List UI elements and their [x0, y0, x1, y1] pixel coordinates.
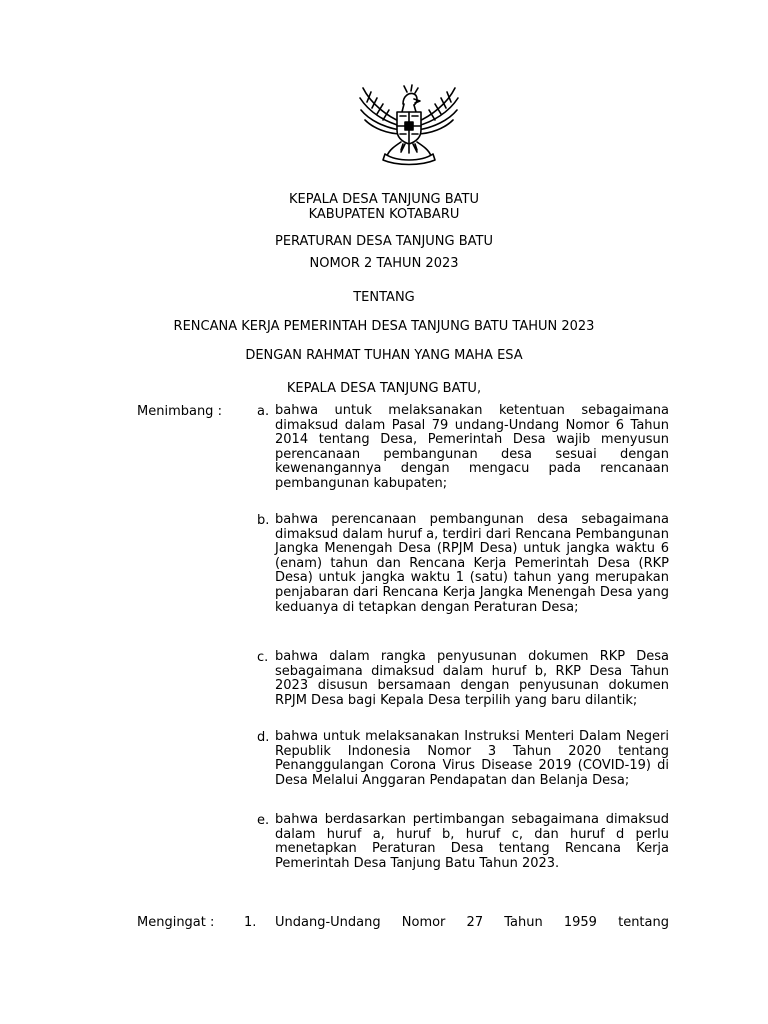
menimbang-item-b: bahwa perencanaan pembangunan desa sebagaimana dimaksud dalam huruf a, terdiri dari Rencana Pembangunan Jangka Menengah Desa (RPJM Desa) untuk jangka waktu 6 (enam) tahun dan Rencana Kerja Pemerintah Desa (RKP Desa) untuk jangka waktu 1 (satu) tahun yang merupakan penjabaran dari Rencana Kerja Jangka Menengah Desa yang keduanya di tetapkan dengan Peraturan Desa;: [275, 512, 669, 615]
tentang-label: TENTANG: [353, 290, 415, 305]
regulation-title: PERATURAN DESA TANJUNG BATU: [275, 234, 493, 249]
issuer-line: KEPALA DESA TANJUNG BATU,: [286, 381, 482, 396]
mengingat-marker-1: 1.: [244, 915, 257, 930]
regulation-number: NOMOR 2 TAHUN 2023: [309, 256, 459, 271]
menimbang-label: Menimbang :: [137, 404, 222, 419]
preamble-line: DENGAN RAHMAT TUHAN YANG MAHA ESA: [245, 348, 523, 363]
title-line-2: KABUPATEN KOTABARU: [308, 207, 460, 222]
menimbang-item-a: bahwa untuk melaksanakan ketentuan sebagaimana dimaksud dalam Pasal 79 undang-Undang Nomor 6 Tahun 2014 tentang Desa, Pemerintah Desa wajib menyusun perencanaan pembangunan desa sesuai dengan kewenangannya dengan mengacu pada rencanaan pembangunan kabupaten;: [275, 403, 669, 491]
menimbang-item-e: bahwa berdasarkan pertimbangan sebagaimana dimaksud dalam huruf a, huruf b, huruf c, dan huruf d perlu menetapkan Peraturan Desa tentang Rencana Kerja Pemerintah Desa Tanjung Batu Tahun 2023.: [275, 812, 669, 871]
menimbang-marker-d: d.: [257, 730, 270, 745]
menimbang-marker-c: c.: [257, 650, 269, 665]
garuda-emblem: [357, 82, 461, 166]
title-line-1: KEPALA DESA TANJUNG BATU: [288, 192, 480, 207]
menimbang-marker-b: b.: [257, 513, 270, 528]
menimbang-marker-e: e.: [257, 813, 270, 828]
menimbang-item-c: bahwa dalam rangka penyusunan dokumen RKP Desa sebagaimana dimaksud dalam huruf b, RKP Desa Tahun 2023 disusun bersamaan dengan penyusunan dokumen RPJM Desa bagi Kepala Desa terpilih yang baru dilantik;: [275, 649, 669, 708]
regulation-subject: RENCANA KERJA PEMERINTAH DESA TANJUNG BATU TAHUN 2023: [173, 319, 595, 334]
mengingat-label: Mengingat :: [137, 915, 215, 930]
mengingat-item-1: Undang-Undang Nomor 27 Tahun 1959 tentang: [275, 915, 669, 930]
menimbang-marker-a: a.: [257, 404, 270, 419]
menimbang-item-d: bahwa untuk melaksanakan Instruksi Menteri Dalam Negeri Republik Indonesia Nomor 3 Tahun 2020 tentang Penanggulangan Corona Virus Disease 2019 (COVID-19) di Desa Melalui Anggaran Pendapatan dan Belanja Desa;: [275, 729, 669, 788]
